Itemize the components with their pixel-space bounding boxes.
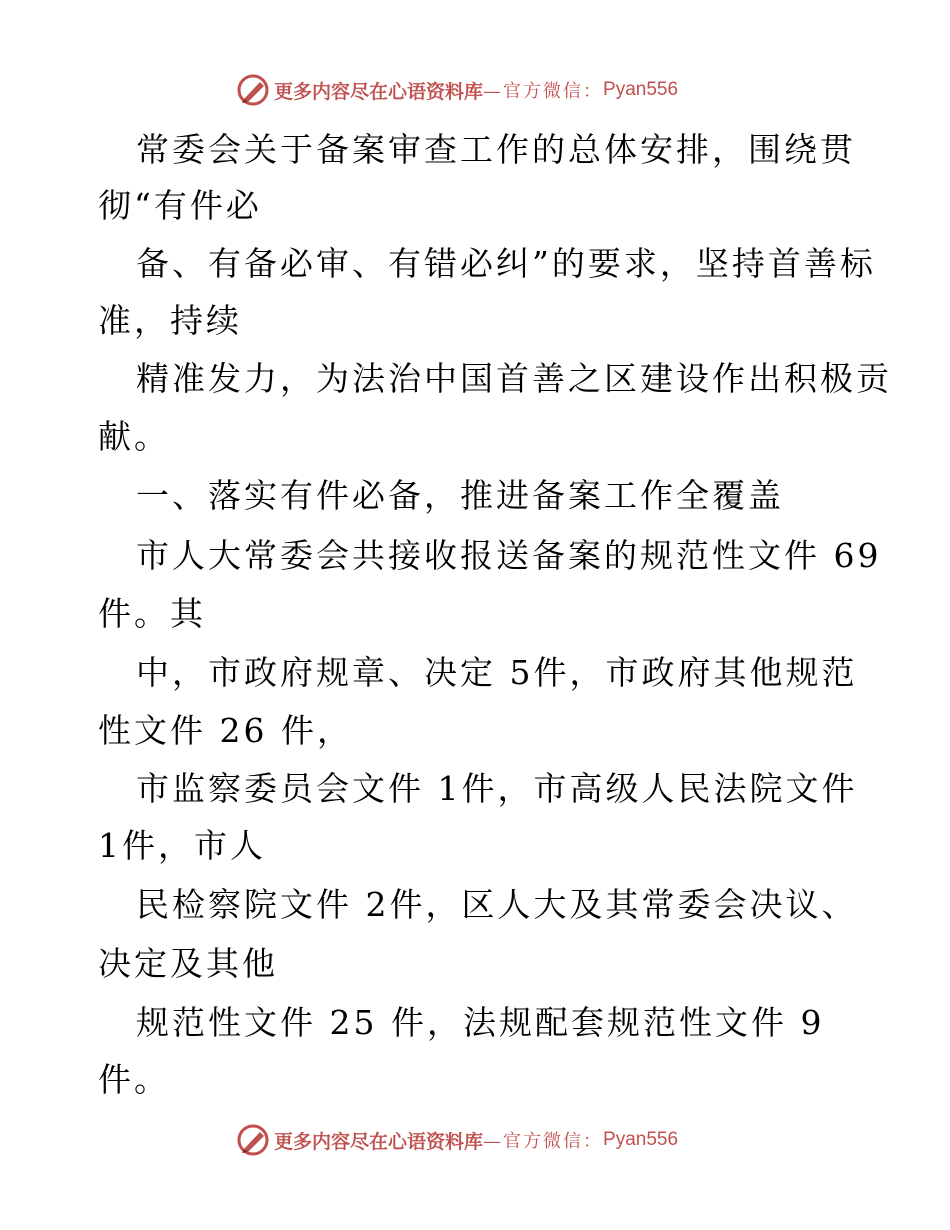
body-line: 民检察院文件 2件，区人大及其常委会决议、 bbox=[136, 885, 858, 924]
body-line: 中，市政府规章、决定 5件，市政府其他规范 bbox=[136, 653, 858, 692]
body-line: 备、有备必审、有错必纠”的要求，坚持首善标 bbox=[136, 244, 876, 283]
section-heading: 一、落实有件必备，推进备案工作全覆盖 bbox=[136, 476, 784, 515]
watermark-main-text: 更多内容尽在心语资料库 bbox=[274, 80, 484, 103]
body-line: 彻“有件必 bbox=[98, 186, 262, 225]
watermark-id-text: Pyan556 bbox=[603, 1129, 679, 1150]
body-line: 准，持续 bbox=[98, 301, 242, 340]
body-line: 精准发力，为法治中国首善之区建设作出积极贡 bbox=[136, 359, 892, 398]
pen-logo-icon bbox=[236, 73, 270, 107]
watermark-sub-text: —官方微信： bbox=[483, 81, 604, 102]
pen-logo-icon bbox=[236, 1123, 270, 1157]
watermark-main-text: 更多内容尽在心语资料库 bbox=[274, 1130, 484, 1153]
watermark-sub-text: —官方微信： bbox=[483, 1131, 604, 1152]
header-watermark bbox=[236, 72, 716, 108]
body-line: 件。其 bbox=[98, 594, 206, 633]
body-line: 规范性文件 25 件，法规配套规范性文件 9 bbox=[136, 1003, 825, 1042]
watermark-id-text: Pyan556 bbox=[603, 79, 679, 100]
body-line: 1件，市人 bbox=[98, 826, 266, 865]
body-line: 市人大常委会共接收报送备案的规范性文件 69 bbox=[136, 536, 882, 575]
footer-watermark bbox=[236, 1122, 716, 1158]
body-line: 献。 bbox=[98, 417, 170, 456]
body-line: 性文件 26 件， bbox=[98, 711, 353, 750]
body-line: 件。 bbox=[98, 1060, 170, 1099]
body-line: 决定及其他 bbox=[98, 944, 278, 983]
body-line: 市监察委员会文件 1件，市高级人民法院文件 bbox=[136, 769, 858, 808]
body-line: 常委会关于备案审查工作的总体安排，围绕贯 bbox=[136, 130, 856, 169]
